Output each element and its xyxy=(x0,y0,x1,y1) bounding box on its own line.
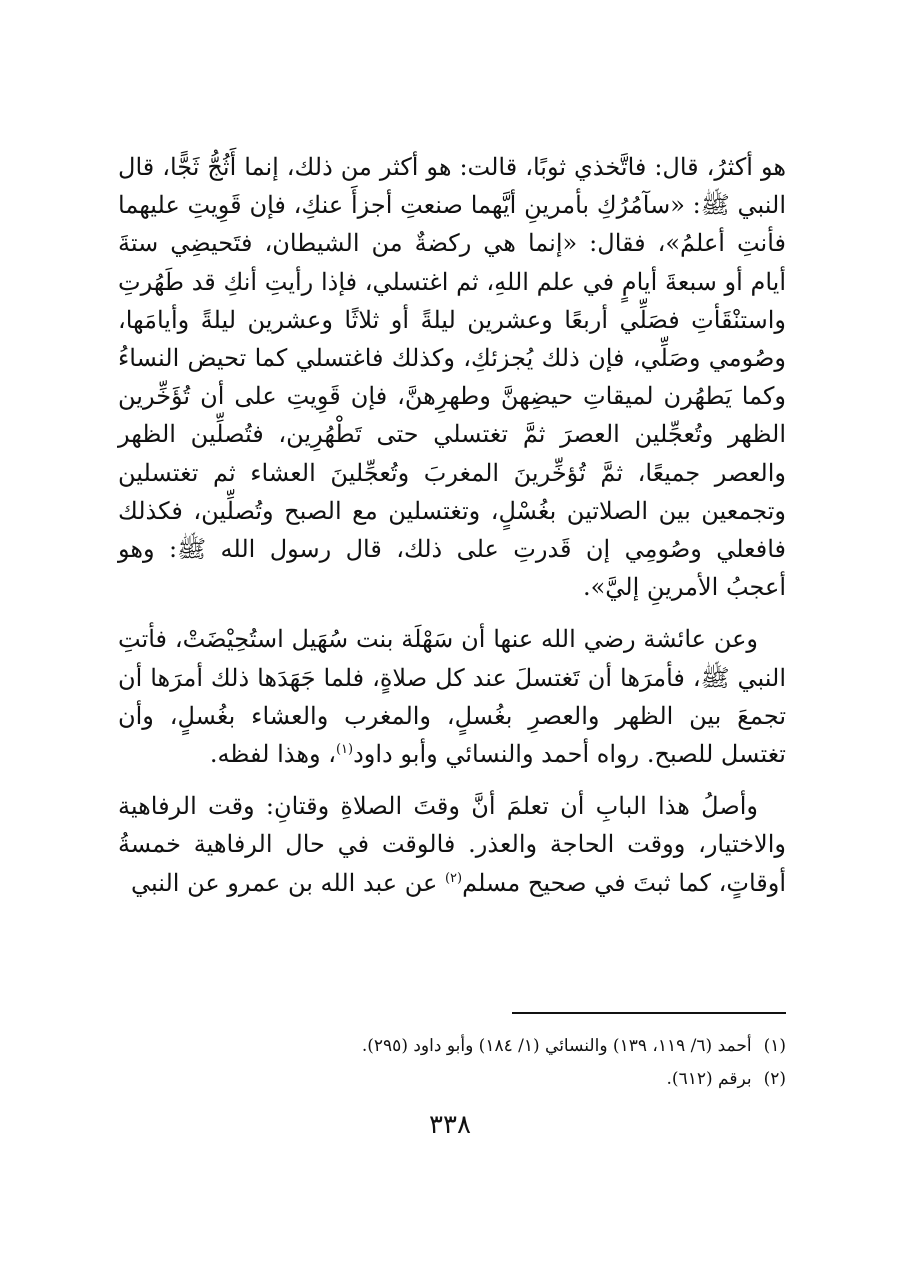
footnote-2-number: (٢) xyxy=(763,1069,786,1089)
footnote-1-number: (١) xyxy=(763,1036,786,1056)
footnote-2-text: برقم (٦١٢). xyxy=(666,1069,752,1089)
footnote-separator xyxy=(512,1012,786,1014)
footnote-1 xyxy=(118,1030,786,1063)
paragraph-1 xyxy=(118,148,786,606)
footnote-1-text: أحمد (٦/ ١١٩، ١٣٩) والنسائي (١/ ١٨٤) وأبو داود (٢٩٥). xyxy=(361,1036,752,1056)
paragraph-3 xyxy=(118,787,786,902)
paragraph-3-text: وأصلُ هذا البابِ أن تعلمَ أنَّ وقتَ الصلاةِ وقتانِ: وقت الرفاهية والاختيار، ووقت الحاجة والعذر. فالوقت في حال الرفاهية خمسةُ أوقاتٍ، كما ثبتَ في صحيح مسلم xyxy=(118,792,786,897)
footnotes xyxy=(118,1030,786,1096)
page-number: ٣٣٨ xyxy=(429,1110,471,1140)
footnote-marker-2[interactable]: (٢) xyxy=(444,870,463,886)
footnote-marker-1[interactable]: (١) xyxy=(335,742,354,758)
main-text xyxy=(118,148,786,902)
paragraph-1-text: هو أكثرُ، قال: فاتَّخذي ثوبًا، قالت: هو أكثر من ذلك، إنما أَثُجُّ ثَجًّا، قال النبي ﷺ: «سآمُرُكِ بأمرينِ أيَّهما صنعتِ أجزأَ عنكِ، فإن قَوِيتِ عليهما فأنتِ أعلمُ»، فقال: «إنما هي ركضةٌ من الشيطان، فتَحيضِي ستةَ أيام أو سبعةَ أيامٍ في علم اللهِ، ثم اغتسلي، فإذا رأيتِ أنكِ قد طَهُرتِ واستنْقَأتِ فصَلِّي أربعًا وعشرين ليلةً أو ثلاثًا وعشرين ليلةً وأيامَها، وصُومي وصَلِّي، فإن ذلك يُجزئكِ، وكذلك فاغتسلي كما تحيض النساءُ وكما يَطهُرن لميقاتِ حيضِهنَّ وطهرِهنَّ، فإن قَوِيتِ على أن تُؤَخِّرين الظهر وتُعجِّلين العصرَ ثمَّ تغتسلي حتى تَطْهُرِين، فتُصلِّين الظهر والعصر جميعًا، ثمَّ تُؤخِّرينَ المغربَ وتُعجِّلينَ العشاء ثم تغتسلين وتجمعين بين الصلاتين بغُسْلٍ، وتغتسلين مع الصبح وتُصلِّين، فكذلك فافعلي وصُومِي إن قَدرتِ على ذلك، قال رسول الله ﷺ: وهو أعجبُ الأمرينِ إليَّ». xyxy=(118,153,787,602)
paragraph-2-text: وعن عائشة رضي الله عنها أن سَهْلَة بنت سُهَيل استُحِيْضَتْ، فأتتِ النبي ﷺ، فأمرَها أن تَغتسلَ عند كل صلاةٍ، فلما جَهَدَها ذلك أمرَها أن تجمعَ بين الظهر والعصرِ بغُسلٍ، والمغرب والعشاء بغُسلٍ، وأن تغتسل للصبح. رواه أحمد والنسائي وأبو داود xyxy=(118,625,786,769)
paragraph-2 xyxy=(118,620,786,773)
paragraph-2-tail: ، وهذا لفظه. xyxy=(209,740,336,769)
footnote-2 xyxy=(118,1063,786,1096)
paragraph-3-tail: عن عبد الله بن عمرو عن النبي xyxy=(130,868,445,897)
